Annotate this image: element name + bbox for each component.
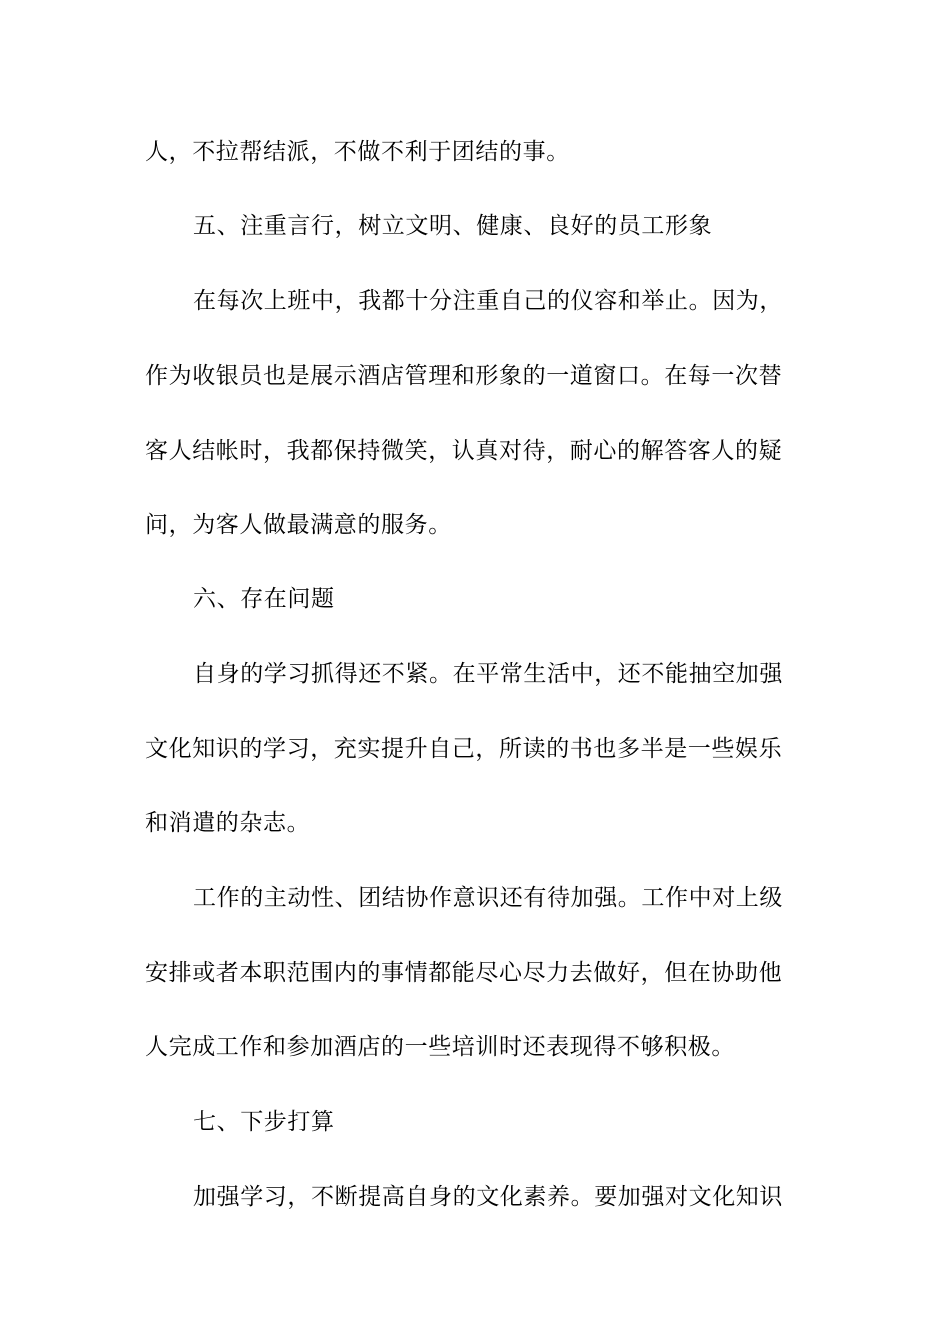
text-line: 人，不拉帮结派，不做不利于团结的事。 [145, 139, 570, 165]
text-line: 作为收银员也是展示酒店管理和形象的一道窗口。在每一次替 [145, 363, 783, 389]
text-line: 文化知识的学习，充实提升自己，所读的书也多半是一些娱乐 [145, 736, 783, 762]
text-line: 问，为客人做最满意的服务。 [145, 512, 452, 538]
text-line: 和消遣的杂志。 [145, 810, 311, 836]
text-line: 在每次上班中，我都十分注重自己的仪容和举止。因为， [193, 288, 783, 314]
section-heading: 六、存在问题 [193, 586, 335, 612]
section-heading: 七、下步打算 [193, 1109, 335, 1135]
section-heading: 五、注重言行，树立文明、健康、良好的员工形象 [193, 213, 713, 239]
text-line: 客人结帐时，我都保持微笑，认真对待，耐心的解答客人的疑 [145, 438, 783, 464]
text-line: 安排或者本职范围内的事情都能尽心尽力去做好，但在协助他 [145, 960, 783, 986]
text-line: 加强学习，不断提高自身的文化素养。要加强对文化知识 [193, 1184, 783, 1210]
text-line: 工作的主动性、团结协作意识还有待加强。工作中对上级 [193, 885, 783, 911]
text-line: 人完成工作和参加酒店的一些培训时还表现得不够积极。 [145, 1034, 735, 1060]
text-line: 自身的学习抓得还不紧。在平常生活中，还不能抽空加强 [193, 661, 783, 687]
